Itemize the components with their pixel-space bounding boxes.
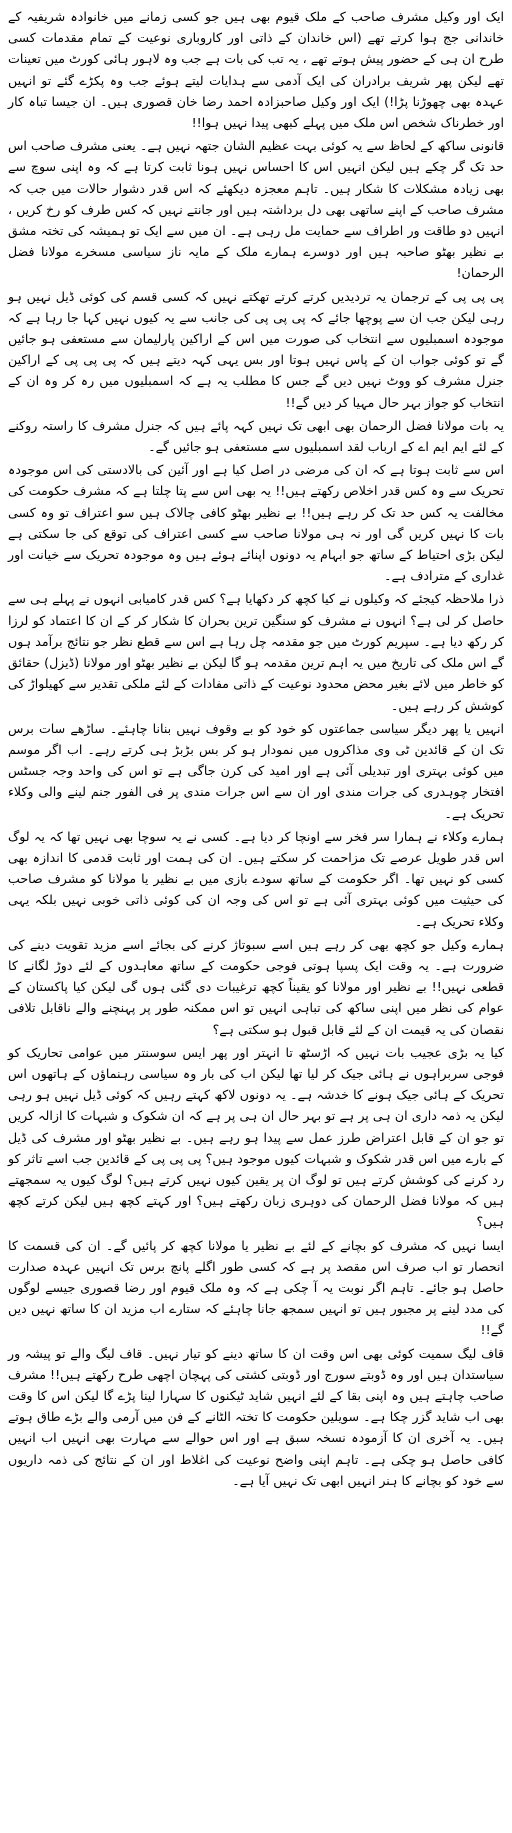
article-paragraph: پی پی پی کے ترجمان یہ تردیدیں کرتے کرتے تھکتے نہیں کہ کسی قسم کی کوئی ڈیل نہیں ہو رہی لیکن جب ان سے پوچھا جائے کہ پی پی پی کی جانب سے یہ کیوں نہیں کہا جا رہا ہے کہ موجودہ اسمبلیوں سے انتخاب کی صورت میں اس کے اراکین پارلیمان سے مستعفی ہو جائیں گے تو کوئی جواب ان کے پاس نہیں ہوتا اور بس یہی کہہ دیتے ہیں کہ پی پی پی کے اراکین جنرل مشرف کو ووٹ نہیں دیں گے جس کا مطلب یہ ہے کہ اسمبلیوں میں رہ کر وہ ان کے انتخاب کو جواز بہر حال مہیا کر دیں گے!! (8, 288, 504, 410)
article-paragraph: قانونی ساکھ کے لحاظ سے یہ کوئی بہت عظیم الشان جتھہ نہیں ہے۔ یعنی مشرف صاحب اس حد تک گر چکے ہیں لیکن انہیں اس کا احساس نہیں ہونا ثابت کرتا ہے کہ وہ اپنی سوچ سے بھی زیادہ مشکلات کا شکار ہیں۔ تاہم معجزہ دیکھئے کہ اس قدر دشوار حالات میں جب کہ مشرف صاحب کے اپنے ساتھی بھی دل برداشتہ ہیں اور جانتے نہیں کہ کس طرف کو رخ کریں ، انہیں دو طاقت ور اطراف سے حمایت مل رہی ہے۔ ان میں سے ایک تو ہمیشہ کی تختہ مشق بے نظیر بھٹو صاحبہ ہیں اور دوسرے ہمارے ملک کے مایہ ناز سیاسی مسخرے مولانا فضل الرحمان! (8, 138, 504, 281)
article-paragraph: ایک اور وکیل مشرف صاحب کے ملک قیوم بھی ہیں جو کسی زمانے میں خانوادہ شریفیہ کے خاندانی جج ہوا کرتے تھے (اس خاندان کے ذاتی اور کاروباری نوعیت کے تمام مقدمات کسی طرح ان ہی کے حضور پیش ہوتے تھے ، یہ تب کی بات ہے جب وہ لاہور ہائی کورٹ میں تعینات تھے لیکن پھر شریف برادران کی ایک آدمی سے ہدایات لیتے ہوئے جب وہ پکڑے گئے تو انہیں عہدہ بھی چھوڑنا پڑا!) ایک اور وکیل صاحبزادہ احمد رضا خان قصوری ہیں۔ ان جیسا تباہ کار اور خطرناک شخص اس ملک میں پہلے کبھی پیدا نہیں ہوا!! (8, 9, 504, 131)
article-paragraph: انہیں یا پھر دیگر سیاسی جماعتوں کو خود کو بے وقوف نہیں بنانا چاہئے۔ ساڑھے سات برس تک ان کے قائدین ٹی وی مذاکروں میں نمودار ہو کر بس بڑبڑ ہی کرتے رہے۔ اب اگر موسم میں کوئی بہتری اور تبدیلی آئی ہے اور امید کی کرن جاگی ہے تو اس کی واحد وجہ جسٹس افتخار چوہدری کی جرات مندی اور ان سے اس جرات مندی پر فی الفور جنم لینے والی وکلاء تحریک ہے۔ (8, 720, 504, 821)
article-paragraph: یہ بات مولانا فضل الرحمان بھی ابھی تک نہیں کہہ پائے ہیں کہ جنرل مشرف کا راستہ روکنے کے لئے ایم ایم اے کے ارباب لقد اسمبلیوں سے مستعفی ہو جائیں گے۔ (8, 417, 504, 455)
article-paragraph: ذرا ملاحظہ کیجئے کہ وکیلوں نے کیا کچھ کر دکھایا ہے؟ کس قدر کامیابی انہوں نے پہلے ہی سے حاصل کر لی ہے؟ انہوں نے مشرف کو سنگین ترین بحران کا شکار کر کے ان کا اعتماد کو لرزا کر رکھ دیا ہے۔ سپریم کورٹ میں جو مقدمہ چل رہا ہے اس سے قطع نظر جو نتائج برآمد ہوں گے اس ملک کی تاریخ میں یہ اہم ترین مقدمہ ہو گا لیکن بے نظیر بھٹو اور مولانا (ڈیزل) حقائق کو خاطر میں لائے بغیر محض محدود نوعیت کے ذاتی مفادات کے لئے ملکی تقدیر سے کھیلواڑ کی کوشش کر رہے ہیں۔ (8, 591, 504, 713)
article-paragraph: اس سے ثابت ہوتا ہے کہ ان کی مرضی در اصل کیا ہے اور آئین کی بالادستی کی اس موجودہ تحریک سے وہ کس قدر اخلاص رکھتے ہیں!! یہ بھی اس سے پتا چلتا ہے کہ مشرف حکومت کی مخالفت یہ کس حد تک کر رہے ہیں!! بے نظیر بھٹو کافی چالاک ہیں سو اعتراف تو وہ کسی بات کا نہیں کریں گی اور نہ ہی مولانا صاحب سے کسی اعتراف کی توقع کی جا سکتی ہے لیکن بڑی احتیاط کے ساتھ جو ابہام یہ دونوں اپنائے ہوئے ہیں وہ موجودہ تحریک سے خیانت اور غداری کے مترادف ہے۔ (8, 462, 504, 584)
article-paragraph: ایسا نہیں کہ مشرف کو بچانے کے لئے بے نظیر یا مولانا کچھ کر پائیں گے۔ ان کی قسمت کا انحصار تو اب صرف اس مقصد پر ہے کہ کسی طور اگلے پانچ برس تک انہیں عہدہ صدارت حاصل ہو جائے۔ تاہم اگر نوبت یہ آ چکی ہے کہ وہ ملک قیوم اور رضا قصوری جیسے لوگوں کی مدد لینے پر مجبور ہیں تو انہیں سمجھ جانا چاہئے کہ ستارے اب مزید ان کا ساتھ نہیں دیں گے!! (8, 1237, 504, 1338)
article-paragraph: کیا یہ بڑی عجیب بات نہیں کہ اڑسٹھ تا انہتر اور پھر ایس سوسنتر میں عوامی تحاریک کو فوجی سربراہوں نے ہائی جیک کر لیا تھا لیکن اب کی بار وہ سیاسی رہنماؤں کے ہاتھوں اس تحریک کے ہائی جیک ہونے کا خدشہ ہے۔ یہ دونوں لاکھ کہتے رہیں کہ کوئی ڈیل نہیں ہو رہی لیکن یہ ذمہ داری ان ہی پر ہے تو بہر حال ان ہی پر ہے کہ ان شکوک و شبہات کا ازالہ کریں تو جو ان کے قابل اعتراض طرز عمل سے پیدا ہو رہے ہیں۔ بے نظیر بھٹو اور مشرف کی ڈیل کے بارے میں اس قدر شکوک و شبہات کیوں موجود ہیں؟ پی پی پی کے قائدین جب اسے تاثر کو رد کرنے کی کوشش کرتے ہیں تو لوگ ان پر یقین کیوں نہیں کرتے ہیں؟ لوگ کیوں یہ سمجھتے ہیں کہ مولانا فضل الرحمان کی دوہری زبان رکھتے ہیں؟ اور کہتے کچھ ہیں لیکن کرتے کچھ ہیں؟ (8, 1044, 504, 1230)
article-paragraph: ہمارے وکیل جو کچھ بھی کر رہے ہیں اسے سبوتاژ کرنے کی بجائے اسے مزید تقویت دینے کی ضرورت ہے۔ یہ وقت ایک پسپا ہوتی فوجی حکومت کے ساتھ معاہدوں کے لئے دوڑ لگانے کا قطعی نہیں!! بے نظیر اور مولانا کو یقیناً کچھ ترغیبات دی گئی ہوں گی لیکن کیا پاکستان کے عوام کی نظر میں اپنی ساکھ کی تباہی انہیں تو اس ممکنہ طور پر پہنچنے والے ناقابل تلافی نقصان کی یہ قیمت ان کے لئے قابل قبول ہو سکتی ہے؟ (8, 936, 504, 1037)
article-paragraph: ہمارے وکلاء نے ہمارا سر فخر سے اونچا کر دیا ہے۔ کسی نے یہ سوچا بھی نہیں تھا کہ یہ لوگ اس قدر طویل عرصے تک مزاحمت کر سکتے ہیں۔ ان کی ہمت اور ثابت قدمی کا اندازہ بھی کسی کو نہیں تھا۔ اگر حکومت کے ساتھ سودے بازی میں بے نظیر یا مولانا کو مشرف صاحب کی حیثیت میں کوئی بہتری آئی ہے تو اس کی وجہ ان کی کوئی ذاتی خوبی نہیں بلکہ یہی وکلاء تحریک ہے۔ (8, 828, 504, 929)
article-paragraph: قاف لیگ سمیت کوئی بھی اس وقت ان کا ساتھ دینے کو تیار نہیں۔ قاف لیگ والے تو پیشہ ور سیاستدان ہیں اور وہ ڈوبتے سورج اور ڈوبتی کشتی کی پہچان اچھی طرح رکھتے ہیں!! مشرف صاحب چاہتے ہیں وہ اپنی بقا کے لئے انہیں شاید ٹیکنوں کا سہارا لینا پڑے گا لیکن اس کا وقت بھی اب شاید گزر چکا ہے۔ سویلین حکومت کا تختہ الٹانے کے فن میں آرمی والے بڑے طاق ہوتے ہیں۔ یہ آخری ان کا آزمودہ نسخہ سبق ہے اور اس حوالے سے مہارت بھی انہیں اب انہیں کافی حاصل ہو چکی ہے۔ تاہم اپنی واضح نوعیت کی اغلاط اور ان کے نتائج کی ذمہ داریوں سے خود کو بچانے کا ہنر انہیں ابھی تک نہیں آیا ہے۔ (8, 1345, 504, 1488)
